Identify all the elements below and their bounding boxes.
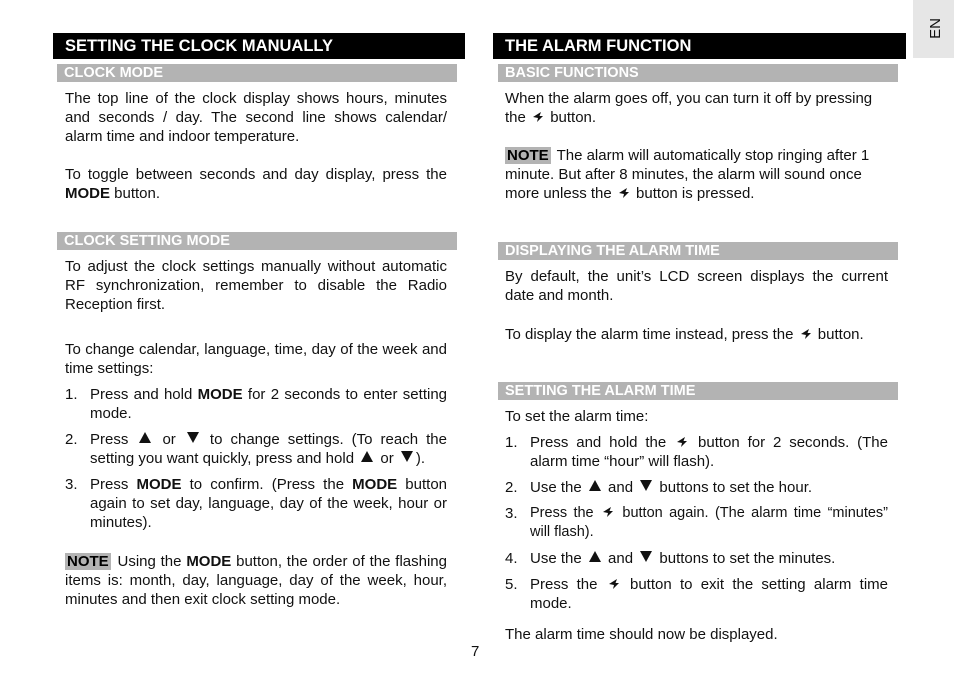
section-title-clock: SETTING THE CLOCK MANUALLY [53, 33, 465, 59]
alarm-icon [602, 506, 614, 518]
paragraph: The top line of the clock display shows hours, minutes and seconds / day. The second line shows calendar/ alarm time and indoor temperature. [65, 90, 447, 145]
down-arrow-icon [640, 480, 652, 491]
up-arrow-icon [589, 551, 601, 562]
steps-list [53, 385, 465, 532]
list-item: 1. Press and hold the button for 2 seconds. (The alarm time “hour” will flash). [505, 434, 888, 470]
mode-keyword: MODE [65, 185, 110, 202]
up-arrow-icon [589, 480, 601, 491]
alarm-icon [608, 578, 620, 590]
paragraph: To toggle between seconds and day display, press the MODE button. [65, 166, 447, 202]
paragraph: When the alarm goes off, you can turn it off by pressing the button. [505, 90, 873, 126]
paragraph: To set the alarm time: [505, 408, 649, 425]
right-column [493, 33, 906, 644]
steps-list [493, 433, 906, 613]
left-column [53, 33, 465, 609]
paragraph: By default, the unit’s LCD screen displays the current date and month. [505, 268, 888, 304]
alarm-icon [676, 436, 688, 448]
section-title-alarm: THE ALARM FUNCTION [493, 33, 906, 59]
down-arrow-icon [187, 432, 199, 443]
subheading-setting-alarm-time: SETTING THE ALARM TIME [498, 382, 898, 400]
paragraph: The alarm time should now be displayed. [505, 626, 778, 643]
page-number: 7 [471, 643, 480, 660]
down-arrow-icon [640, 551, 652, 562]
list-item: 3. Press the button again. (The alarm time “minutes” will flash). [505, 505, 889, 540]
list-item: 3. Press MODE to confirm. (Press the MODE button again to set day, language, day of the week, hour or minutes). [65, 476, 448, 531]
paragraph: To display the alarm time instead, press the button. [505, 326, 864, 343]
list-item: 5. Press the button to exit the setting alarm time mode. [505, 576, 888, 612]
alarm-icon [532, 111, 544, 123]
down-arrow-icon [401, 451, 413, 462]
list-item: 2. Press or to change settings. (To reach the setting you want quickly, press and hold or ). [65, 431, 447, 467]
list-item: 4. Use the and buttons to set the minutes. [505, 550, 836, 567]
up-arrow-icon [361, 451, 373, 462]
paragraph: To change calendar, language, time, day of the week and time settings: [65, 341, 447, 377]
subheading-clock-mode: CLOCK MODE [57, 64, 457, 82]
note-paragraph: NOTE The alarm will automatically stop ringing after 1 minute. But after 8 minutes, the alarm will sound once more unless the button is pressed. [505, 147, 870, 202]
alarm-icon [800, 328, 812, 340]
list-item: 1. Press and hold MODE for 2 seconds to enter setting mode. [65, 386, 448, 422]
alarm-icon [618, 187, 630, 199]
note-paragraph: NOTE Using the MODE button, the order of the flashing items is: month, day, language, day of the week, hour, minutes and then exit clock setting mode. [65, 553, 447, 608]
language-tab [913, 0, 954, 58]
paragraph: To adjust the clock settings manually without automatic RF synchronization, remember to disable the Radio Reception first. [65, 258, 447, 313]
subheading-displaying-alarm-time: DISPLAYING THE ALARM TIME [498, 242, 898, 260]
list-item: 2. Use the and buttons to set the hour. [505, 479, 813, 496]
subheading-clock-setting-mode: CLOCK SETTING MODE [57, 232, 457, 250]
note-badge: NOTE [507, 147, 549, 164]
language-tab-label: EN [926, 18, 944, 39]
subheading-basic-functions: BASIC FUNCTIONS [498, 64, 898, 82]
up-arrow-icon [139, 432, 151, 443]
note-badge: NOTE [67, 553, 109, 570]
